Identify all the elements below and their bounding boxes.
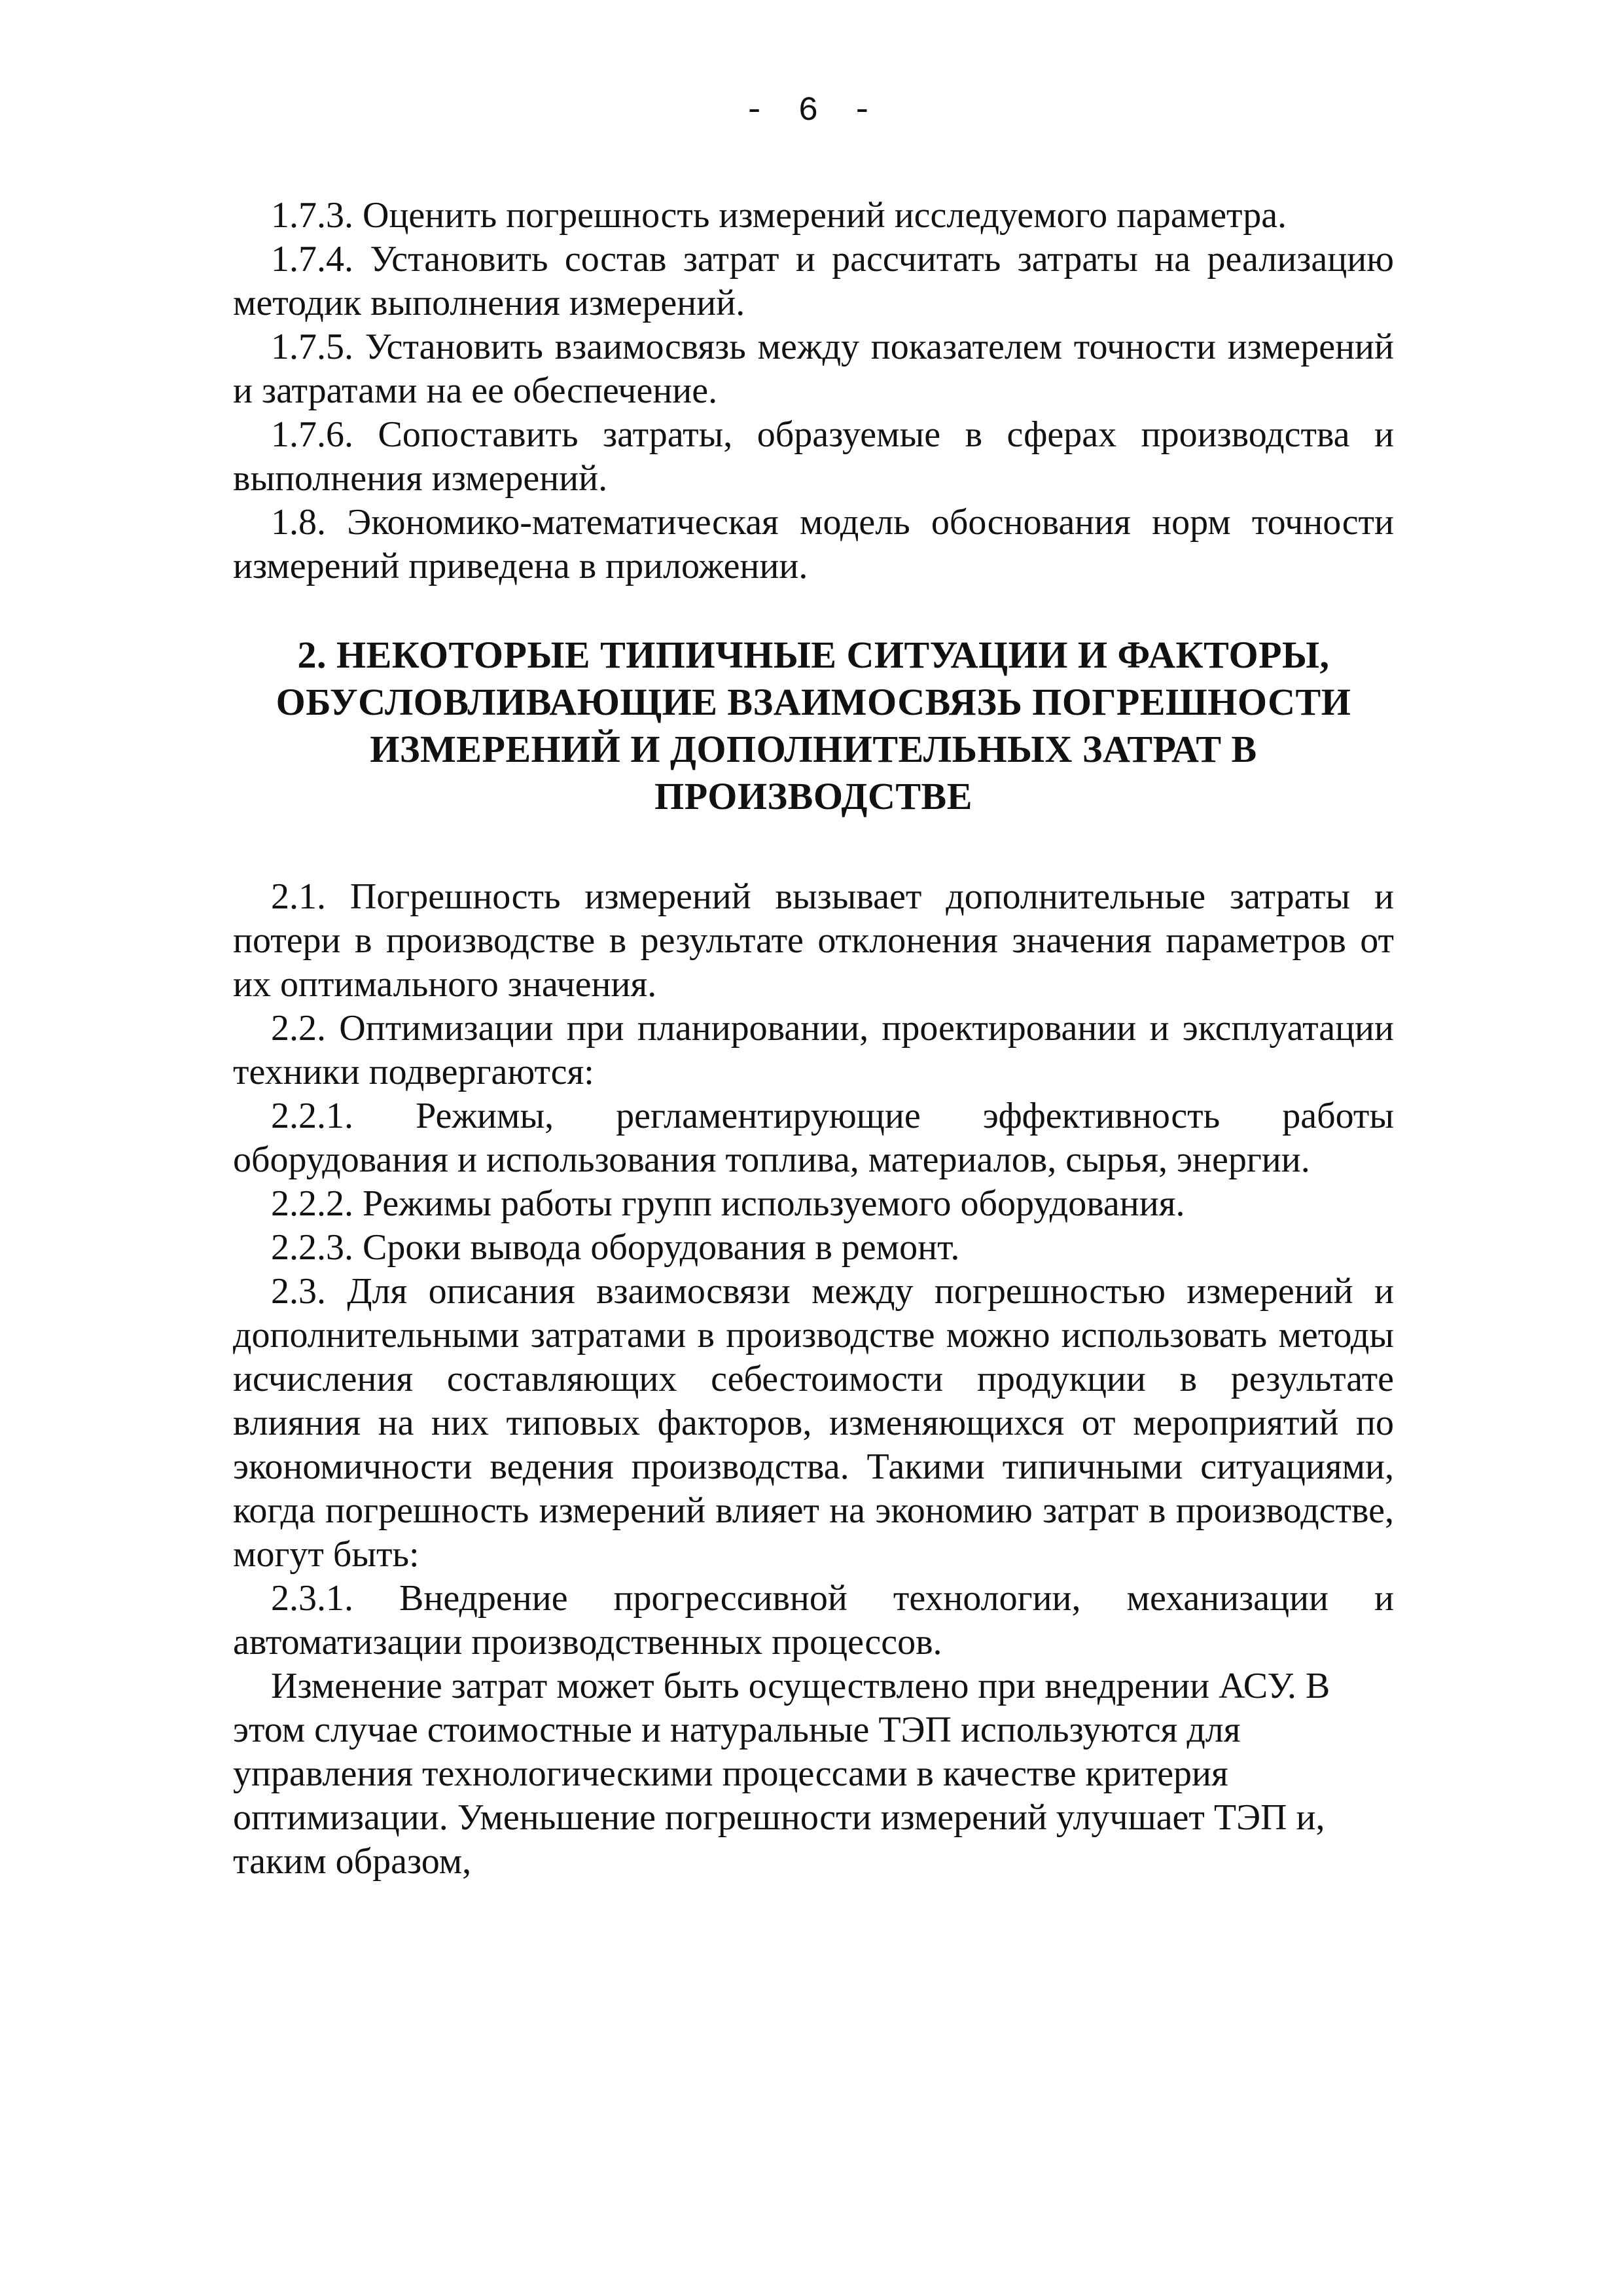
page-number: - 6 - <box>743 92 880 130</box>
paragraph-1-7-4: 1.7.4. Установить состав затрат и рассчитать затраты на реализацию методик выполнения измерений. <box>233 239 1394 323</box>
paragraph-1-7-5: 1.7.5. Установить взаимосвязь между показателем точности измерений и затратами на ее обеспечение. <box>233 327 1394 411</box>
paragraph-1-7-6: 1.7.6. Сопоставить затраты, образуемые в сферах производства и выполнения измерений. <box>233 414 1394 499</box>
section-title-line: 2. НЕКОТОРЫЕ ТИПИЧНЫЕ СИТУАЦИИ И ФАКТОРЫ, <box>297 634 1330 676</box>
paragraph-2-3: 2.3. Для описания взаимосвязи между погрешностью измерений и дополнительными затратами в производстве можно использовать методы исчисления составляющих себестоимости продукции в результате влияния на них типовых факторов, изменяющихся от мероприятий по экономичности ведения производства. Такими типичными ситуациями, когда погрешность измерений влияет на экономию затрат в производстве, могут быть: <box>233 1271 1394 1575</box>
paragraph-1-8: 1.8. Экономико-математическая модель обоснования норм точности измерений приведена в приложении. <box>233 502 1394 586</box>
paragraph-2-2-1: 2.2.1. Режимы, регламентирующие эффективность работы оборудования и использования топлива, материалов, сырья, энергии. <box>233 1096 1394 1180</box>
page-content <box>233 194 1394 1884</box>
paragraph-asu-cost-change: Изменение затрат может быть осуществлено при внедрении АСУ. В этом случае стоимостные и натуральные ТЭП используются для управления технологическими процессами в качестве критерия оптимизации. Уменьшение погрешности измерений улучшает ТЭП и, таким образом, <box>233 1666 1330 1882</box>
paragraph-2-2: 2.2. Оптимизации при планировании, проектировании и эксплуатации техники подвергаются: <box>233 1008 1394 1092</box>
paragraph-2-2-3: 2.2.3. Сроки вывода оборудования в ремонт. <box>271 1227 960 1268</box>
section-title <box>233 632 1394 820</box>
paragraph-1-7-3: 1.7.3. Оценить погрешность измерений исследуемого параметра. <box>271 195 1287 236</box>
section-title-line: ОБУСЛОВЛИВАЮЩИЕ ВЗАИМОСВЯЗЬ ПОГРЕШНОСТИ <box>276 681 1351 723</box>
section-title-line: ПРОИЗВОДСТВЕ <box>654 775 972 817</box>
paragraph-2-2-2: 2.2.2. Режимы работы групп используемого оборудования. <box>271 1183 1185 1224</box>
section-title-line: ИЗМЕРЕНИЙ И ДОПОЛНИТЕЛЬНЫХ ЗАТРАТ В <box>370 728 1257 770</box>
paragraph-2-1: 2.1. Погрешность измерений вызывает дополнительные затраты и потери в производстве в результате отклонения значения параметров от их оптимального значения. <box>233 876 1394 1005</box>
paragraph-2-3-1: 2.3.1. Внедрение прогрессивной технологии, механизации и автоматизации производственных процессов. <box>233 1578 1394 1662</box>
